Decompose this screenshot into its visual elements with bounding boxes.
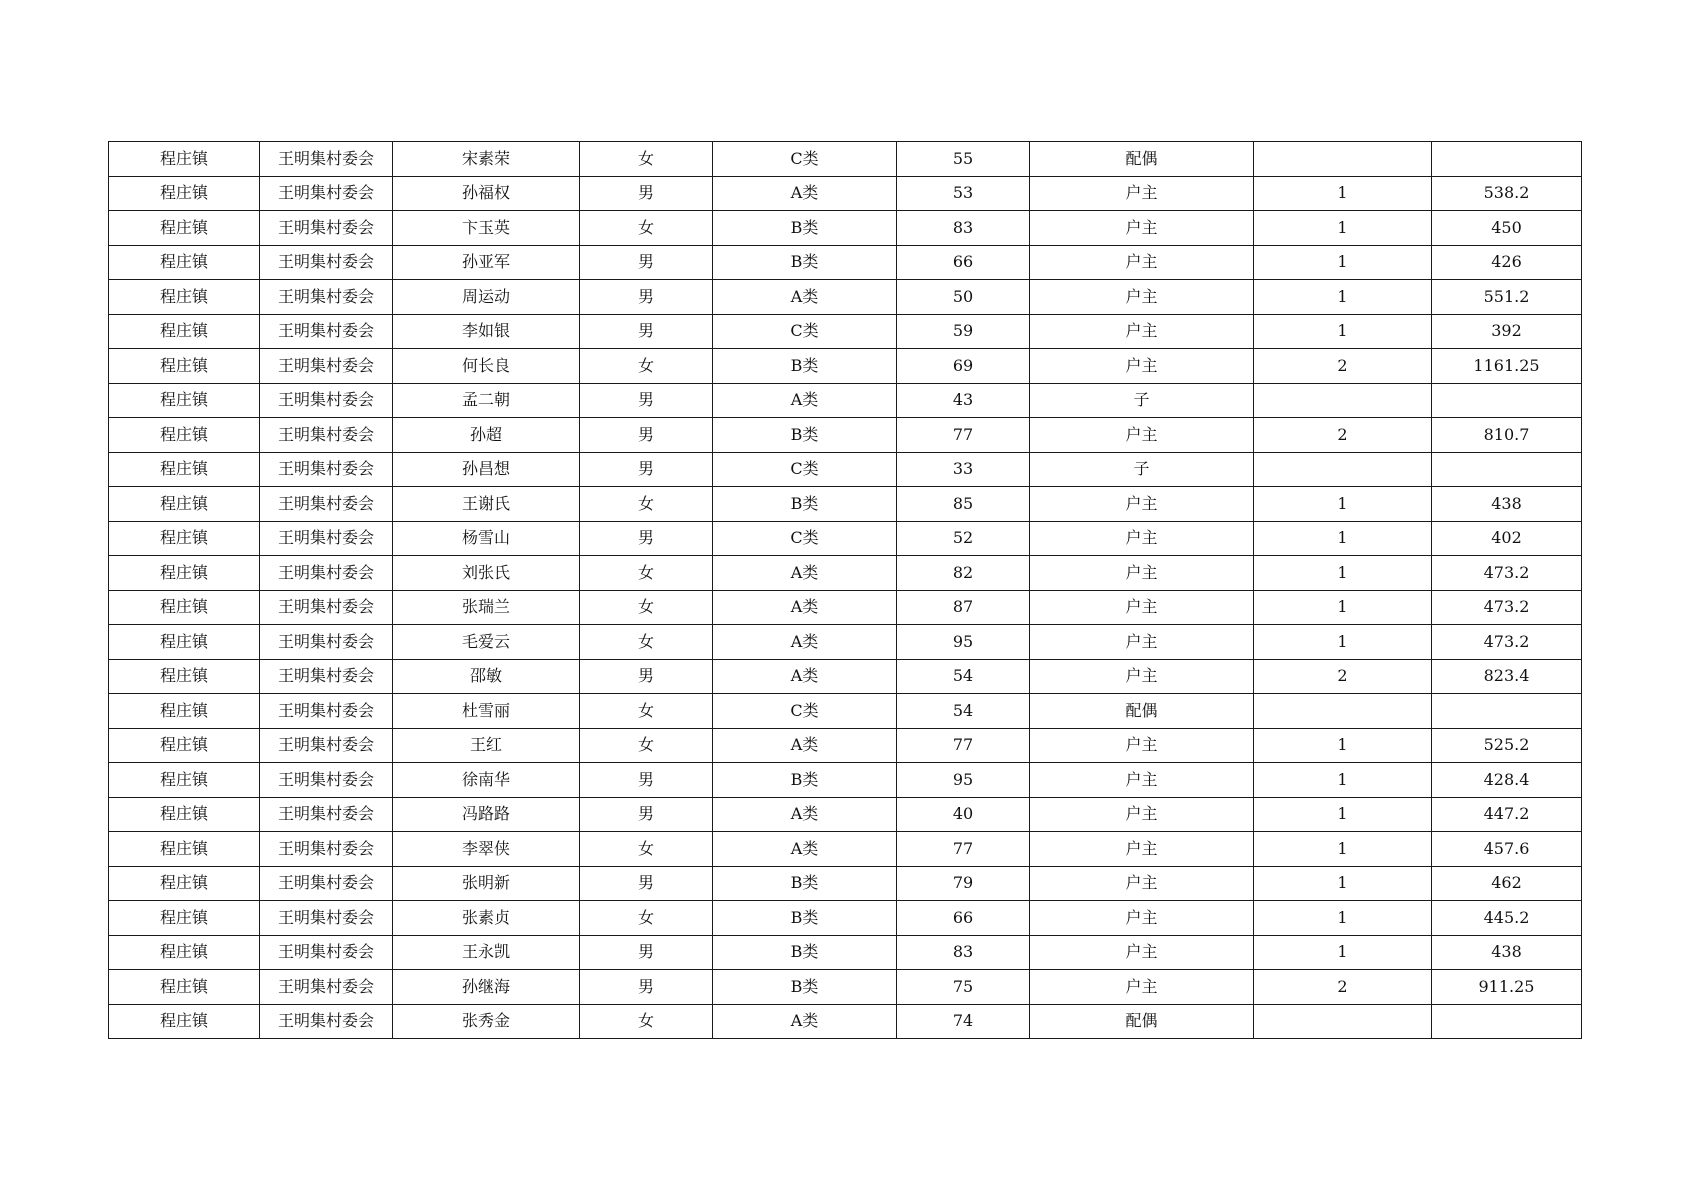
category-cell: A类 — [713, 280, 897, 315]
table-row — [109, 521, 1582, 556]
name-cell: 李翠侠 — [393, 832, 580, 867]
relation-cell: 户主 — [1030, 521, 1254, 556]
name-cell: 徐南华 — [393, 763, 580, 798]
category-cell: A类 — [713, 832, 897, 867]
relation-cell: 配偶 — [1030, 142, 1254, 177]
table-row — [109, 901, 1582, 936]
table-row — [109, 556, 1582, 591]
gender-cell: 女 — [580, 901, 713, 936]
relation-cell: 子 — [1030, 452, 1254, 487]
category-cell: C类 — [713, 694, 897, 729]
name-cell: 孙超 — [393, 418, 580, 453]
household-size-cell: 1 — [1254, 211, 1432, 246]
amount-cell: 392 — [1432, 314, 1582, 349]
table-row — [109, 694, 1582, 729]
town-cell: 程庄镇 — [109, 659, 260, 694]
village-committee-cell: 王明集村委会 — [260, 142, 393, 177]
category-cell: A类 — [713, 556, 897, 591]
amount-cell: 426 — [1432, 245, 1582, 280]
roster-table-body — [109, 142, 1582, 1039]
amount-cell: 473.2 — [1432, 590, 1582, 625]
gender-cell: 女 — [580, 728, 713, 763]
household-size-cell: 1 — [1254, 556, 1432, 591]
amount-cell — [1432, 452, 1582, 487]
table-row — [109, 314, 1582, 349]
relation-cell: 户主 — [1030, 832, 1254, 867]
household-size-cell: 1 — [1254, 487, 1432, 522]
category-cell: C类 — [713, 142, 897, 177]
household-size-cell: 1 — [1254, 280, 1432, 315]
relation-cell: 配偶 — [1030, 1004, 1254, 1039]
table-row — [109, 280, 1582, 315]
village-committee-cell: 王明集村委会 — [260, 1004, 393, 1039]
gender-cell: 男 — [580, 176, 713, 211]
age-cell: 77 — [897, 832, 1030, 867]
name-cell: 宋素荣 — [393, 142, 580, 177]
amount-cell: 1161.25 — [1432, 349, 1582, 384]
gender-cell: 男 — [580, 763, 713, 798]
amount-cell: 447.2 — [1432, 797, 1582, 832]
household-size-cell — [1254, 694, 1432, 729]
category-cell: B类 — [713, 245, 897, 280]
table-row — [109, 590, 1582, 625]
household-size-cell — [1254, 383, 1432, 418]
village-committee-cell: 王明集村委会 — [260, 970, 393, 1005]
category-cell: A类 — [713, 625, 897, 660]
gender-cell: 女 — [580, 832, 713, 867]
household-size-cell: 1 — [1254, 314, 1432, 349]
age-cell: 77 — [897, 728, 1030, 763]
age-cell: 95 — [897, 625, 1030, 660]
gender-cell: 男 — [580, 314, 713, 349]
household-size-cell: 1 — [1254, 245, 1432, 280]
gender-cell: 男 — [580, 280, 713, 315]
category-cell: B类 — [713, 418, 897, 453]
category-cell: C类 — [713, 314, 897, 349]
category-cell: A类 — [713, 383, 897, 418]
relation-cell: 户主 — [1030, 211, 1254, 246]
relation-cell: 户主 — [1030, 625, 1254, 660]
age-cell: 54 — [897, 659, 1030, 694]
table-row — [109, 935, 1582, 970]
table-row — [109, 418, 1582, 453]
household-size-cell: 2 — [1254, 659, 1432, 694]
amount-cell: 402 — [1432, 521, 1582, 556]
name-cell: 孙福权 — [393, 176, 580, 211]
town-cell: 程庄镇 — [109, 176, 260, 211]
household-size-cell: 1 — [1254, 901, 1432, 936]
age-cell: 40 — [897, 797, 1030, 832]
town-cell: 程庄镇 — [109, 521, 260, 556]
category-cell: B类 — [713, 487, 897, 522]
village-committee-cell: 王明集村委会 — [260, 521, 393, 556]
relation-cell: 户主 — [1030, 970, 1254, 1005]
gender-cell: 女 — [580, 1004, 713, 1039]
age-cell: 69 — [897, 349, 1030, 384]
name-cell: 冯路路 — [393, 797, 580, 832]
gender-cell: 男 — [580, 970, 713, 1005]
town-cell: 程庄镇 — [109, 556, 260, 591]
town-cell: 程庄镇 — [109, 452, 260, 487]
table-row — [109, 832, 1582, 867]
village-committee-cell: 王明集村委会 — [260, 211, 393, 246]
amount-cell: 457.6 — [1432, 832, 1582, 867]
table-row — [109, 659, 1582, 694]
household-size-cell: 1 — [1254, 590, 1432, 625]
table-row — [109, 763, 1582, 798]
town-cell: 程庄镇 — [109, 349, 260, 384]
town-cell: 程庄镇 — [109, 763, 260, 798]
amount-cell: 473.2 — [1432, 556, 1582, 591]
town-cell: 程庄镇 — [109, 625, 260, 660]
table-row — [109, 176, 1582, 211]
household-size-cell: 1 — [1254, 935, 1432, 970]
village-committee-cell: 王明集村委会 — [260, 314, 393, 349]
relation-cell: 户主 — [1030, 728, 1254, 763]
amount-cell: 450 — [1432, 211, 1582, 246]
age-cell: 59 — [897, 314, 1030, 349]
village-committee-cell: 王明集村委会 — [260, 866, 393, 901]
village-committee-cell: 王明集村委会 — [260, 280, 393, 315]
gender-cell: 男 — [580, 659, 713, 694]
category-cell: A类 — [713, 797, 897, 832]
household-size-cell: 1 — [1254, 521, 1432, 556]
household-size-cell: 1 — [1254, 176, 1432, 211]
village-committee-cell: 王明集村委会 — [260, 590, 393, 625]
age-cell: 50 — [897, 280, 1030, 315]
name-cell: 卞玉英 — [393, 211, 580, 246]
relation-cell: 户主 — [1030, 245, 1254, 280]
name-cell: 孟二朝 — [393, 383, 580, 418]
table-row — [109, 383, 1582, 418]
household-size-cell: 1 — [1254, 866, 1432, 901]
household-size-cell: 1 — [1254, 797, 1432, 832]
amount-cell: 823.4 — [1432, 659, 1582, 694]
gender-cell: 男 — [580, 866, 713, 901]
document-page — [108, 141, 1581, 1039]
age-cell: 33 — [897, 452, 1030, 487]
name-cell: 张素贞 — [393, 901, 580, 936]
name-cell: 何长良 — [393, 349, 580, 384]
village-committee-cell: 王明集村委会 — [260, 452, 393, 487]
table-row — [109, 728, 1582, 763]
gender-cell: 男 — [580, 797, 713, 832]
name-cell: 王红 — [393, 728, 580, 763]
name-cell: 李如银 — [393, 314, 580, 349]
name-cell: 孙继海 — [393, 970, 580, 1005]
household-size-cell: 2 — [1254, 418, 1432, 453]
name-cell: 周运动 — [393, 280, 580, 315]
town-cell: 程庄镇 — [109, 970, 260, 1005]
town-cell: 程庄镇 — [109, 590, 260, 625]
village-committee-cell: 王明集村委会 — [260, 487, 393, 522]
town-cell: 程庄镇 — [109, 1004, 260, 1039]
village-committee-cell: 王明集村委会 — [260, 694, 393, 729]
table-row — [109, 452, 1582, 487]
town-cell: 程庄镇 — [109, 383, 260, 418]
household-size-cell — [1254, 142, 1432, 177]
town-cell: 程庄镇 — [109, 694, 260, 729]
name-cell: 杨雪山 — [393, 521, 580, 556]
village-committee-cell: 王明集村委会 — [260, 245, 393, 280]
name-cell: 孙亚军 — [393, 245, 580, 280]
town-cell: 程庄镇 — [109, 797, 260, 832]
category-cell: A类 — [713, 1004, 897, 1039]
household-size-cell: 1 — [1254, 763, 1432, 798]
amount-cell: 551.2 — [1432, 280, 1582, 315]
age-cell: 82 — [897, 556, 1030, 591]
relation-cell: 户主 — [1030, 866, 1254, 901]
household-size-cell: 1 — [1254, 625, 1432, 660]
category-cell: B类 — [713, 349, 897, 384]
relation-cell: 户主 — [1030, 556, 1254, 591]
age-cell: 83 — [897, 935, 1030, 970]
gender-cell: 女 — [580, 556, 713, 591]
town-cell: 程庄镇 — [109, 728, 260, 763]
table-row — [109, 211, 1582, 246]
age-cell: 53 — [897, 176, 1030, 211]
gender-cell: 男 — [580, 935, 713, 970]
town-cell: 程庄镇 — [109, 245, 260, 280]
amount-cell — [1432, 383, 1582, 418]
amount-cell: 445.2 — [1432, 901, 1582, 936]
village-committee-cell: 王明集村委会 — [260, 625, 393, 660]
gender-cell: 女 — [580, 142, 713, 177]
age-cell: 85 — [897, 487, 1030, 522]
name-cell: 杜雪丽 — [393, 694, 580, 729]
town-cell: 程庄镇 — [109, 866, 260, 901]
table-row — [109, 866, 1582, 901]
age-cell: 66 — [897, 901, 1030, 936]
age-cell: 79 — [897, 866, 1030, 901]
town-cell: 程庄镇 — [109, 314, 260, 349]
household-size-cell: 1 — [1254, 832, 1432, 867]
gender-cell: 男 — [580, 383, 713, 418]
age-cell: 66 — [897, 245, 1030, 280]
table-row — [109, 142, 1582, 177]
name-cell: 张明新 — [393, 866, 580, 901]
age-cell: 52 — [897, 521, 1030, 556]
amount-cell: 911.25 — [1432, 970, 1582, 1005]
category-cell: A类 — [713, 728, 897, 763]
town-cell: 程庄镇 — [109, 142, 260, 177]
household-size-cell: 2 — [1254, 970, 1432, 1005]
relation-cell: 户主 — [1030, 763, 1254, 798]
town-cell: 程庄镇 — [109, 832, 260, 867]
village-committee-cell: 王明集村委会 — [260, 176, 393, 211]
category-cell: A类 — [713, 176, 897, 211]
age-cell: 54 — [897, 694, 1030, 729]
village-committee-cell: 王明集村委会 — [260, 556, 393, 591]
relation-cell: 子 — [1030, 383, 1254, 418]
town-cell: 程庄镇 — [109, 280, 260, 315]
name-cell: 王谢氏 — [393, 487, 580, 522]
town-cell: 程庄镇 — [109, 935, 260, 970]
relation-cell: 户主 — [1030, 590, 1254, 625]
category-cell: A类 — [713, 659, 897, 694]
household-size-cell — [1254, 1004, 1432, 1039]
amount-cell: 525.2 — [1432, 728, 1582, 763]
relation-cell: 户主 — [1030, 797, 1254, 832]
household-size-cell: 2 — [1254, 349, 1432, 384]
gender-cell: 女 — [580, 590, 713, 625]
age-cell: 43 — [897, 383, 1030, 418]
village-committee-cell: 王明集村委会 — [260, 763, 393, 798]
amount-cell: 438 — [1432, 935, 1582, 970]
gender-cell: 男 — [580, 245, 713, 280]
gender-cell: 女 — [580, 211, 713, 246]
category-cell: B类 — [713, 866, 897, 901]
relation-cell: 户主 — [1030, 487, 1254, 522]
amount-cell — [1432, 694, 1582, 729]
gender-cell: 女 — [580, 349, 713, 384]
amount-cell — [1432, 1004, 1582, 1039]
gender-cell: 女 — [580, 694, 713, 729]
name-cell: 邵敏 — [393, 659, 580, 694]
category-cell: C类 — [713, 452, 897, 487]
table-row — [109, 970, 1582, 1005]
gender-cell: 女 — [580, 625, 713, 660]
roster-table — [108, 141, 1582, 1039]
town-cell: 程庄镇 — [109, 418, 260, 453]
name-cell: 张瑞兰 — [393, 590, 580, 625]
category-cell: B类 — [713, 901, 897, 936]
amount-cell: 538.2 — [1432, 176, 1582, 211]
village-committee-cell: 王明集村委会 — [260, 797, 393, 832]
age-cell: 77 — [897, 418, 1030, 453]
household-size-cell: 1 — [1254, 728, 1432, 763]
village-committee-cell: 王明集村委会 — [260, 935, 393, 970]
town-cell: 程庄镇 — [109, 901, 260, 936]
table-row — [109, 1004, 1582, 1039]
town-cell: 程庄镇 — [109, 211, 260, 246]
name-cell: 毛爱云 — [393, 625, 580, 660]
table-row — [109, 625, 1582, 660]
category-cell: C类 — [713, 521, 897, 556]
village-committee-cell: 王明集村委会 — [260, 418, 393, 453]
category-cell: B类 — [713, 935, 897, 970]
amount-cell — [1432, 142, 1582, 177]
relation-cell: 户主 — [1030, 280, 1254, 315]
village-committee-cell: 王明集村委会 — [260, 728, 393, 763]
village-committee-cell: 王明集村委会 — [260, 349, 393, 384]
village-committee-cell: 王明集村委会 — [260, 901, 393, 936]
age-cell: 74 — [897, 1004, 1030, 1039]
table-row — [109, 349, 1582, 384]
town-cell: 程庄镇 — [109, 487, 260, 522]
age-cell: 87 — [897, 590, 1030, 625]
amount-cell: 810.7 — [1432, 418, 1582, 453]
table-row — [109, 245, 1582, 280]
name-cell: 张秀金 — [393, 1004, 580, 1039]
category-cell: A类 — [713, 590, 897, 625]
table-row — [109, 797, 1582, 832]
relation-cell: 户主 — [1030, 349, 1254, 384]
name-cell: 刘张氏 — [393, 556, 580, 591]
village-committee-cell: 王明集村委会 — [260, 383, 393, 418]
relation-cell: 户主 — [1030, 176, 1254, 211]
name-cell: 孙昌想 — [393, 452, 580, 487]
village-committee-cell: 王明集村委会 — [260, 659, 393, 694]
category-cell: B类 — [713, 211, 897, 246]
amount-cell: 462 — [1432, 866, 1582, 901]
amount-cell: 438 — [1432, 487, 1582, 522]
age-cell: 83 — [897, 211, 1030, 246]
relation-cell: 户主 — [1030, 935, 1254, 970]
name-cell: 王永凯 — [393, 935, 580, 970]
gender-cell: 男 — [580, 521, 713, 556]
gender-cell: 女 — [580, 487, 713, 522]
gender-cell: 男 — [580, 418, 713, 453]
household-size-cell — [1254, 452, 1432, 487]
relation-cell: 户主 — [1030, 418, 1254, 453]
table-row — [109, 487, 1582, 522]
relation-cell: 配偶 — [1030, 694, 1254, 729]
relation-cell: 户主 — [1030, 901, 1254, 936]
gender-cell: 男 — [580, 452, 713, 487]
relation-cell: 户主 — [1030, 659, 1254, 694]
amount-cell: 473.2 — [1432, 625, 1582, 660]
category-cell: B类 — [713, 970, 897, 1005]
age-cell: 95 — [897, 763, 1030, 798]
age-cell: 75 — [897, 970, 1030, 1005]
amount-cell: 428.4 — [1432, 763, 1582, 798]
village-committee-cell: 王明集村委会 — [260, 832, 393, 867]
relation-cell: 户主 — [1030, 314, 1254, 349]
category-cell: B类 — [713, 763, 897, 798]
age-cell: 55 — [897, 142, 1030, 177]
